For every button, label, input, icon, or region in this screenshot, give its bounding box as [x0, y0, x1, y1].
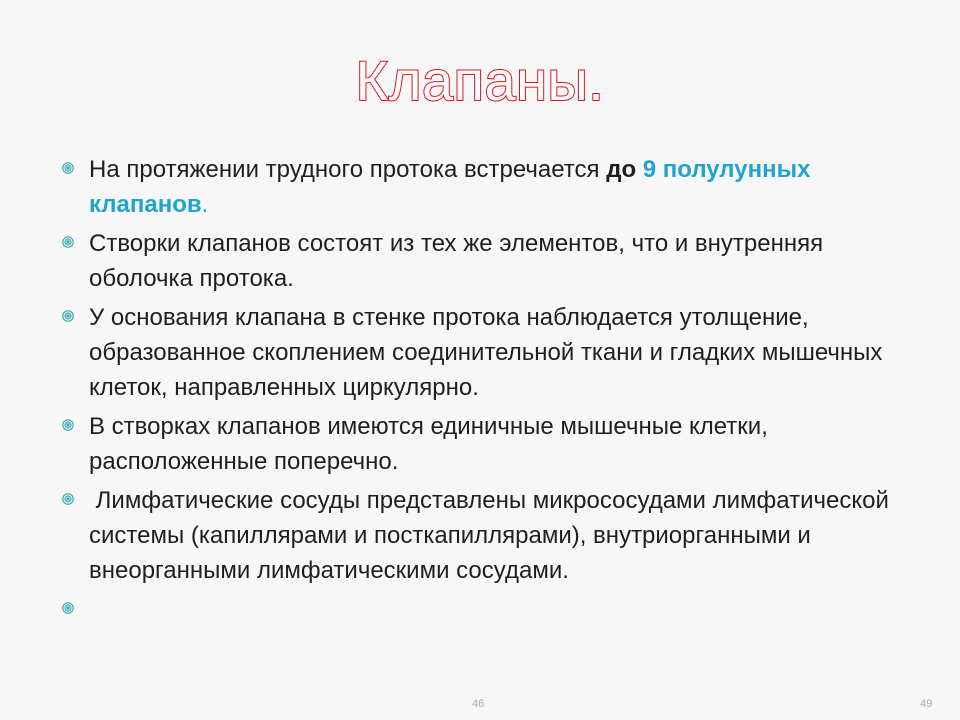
bullet-item [60, 409, 920, 479]
target-circle-icon [62, 162, 74, 174]
slide-title: Клапаны. [355, 49, 605, 112]
footer-page-number: 49 [920, 698, 933, 710]
bullet-text: Створки клапанов состоят из тех же элементов, что и внутренняя оболочка протока. [89, 230, 824, 292]
bullet-text: У основания клапана в стенке протока наблюдается утолщение, образованное скоплением соединительной ткани и гладких мышечных клеток, направленных циркулярно. [89, 304, 883, 401]
target-circle-icon [62, 419, 74, 431]
bullet-text: Лимфатические сосуды представлены микрососудами лимфатической системы (капиллярами и посткапиллярами), внутриорганными и внеорганными лимфатическими сосудами. [89, 487, 896, 584]
bullet-item [60, 226, 920, 296]
target-circle-icon [62, 236, 74, 248]
target-circle-icon [62, 493, 74, 505]
bullet-item-empty [60, 592, 920, 627]
bullet-text-part: На протяжении трудного протока встречается [89, 156, 607, 183]
bullet-item [60, 483, 920, 588]
bullet-list [60, 152, 920, 631]
bullet-item [60, 300, 920, 405]
bullet-item [60, 152, 920, 222]
bullet-text-bold: до [606, 156, 643, 183]
target-circle-icon [62, 310, 74, 322]
target-circle-icon [62, 602, 74, 614]
bullet-text: В створках клапанов имеются единичные мышечные клетки, расположенные поперечно. [89, 413, 768, 475]
bullet-text-accent: 9 полулунных клапанов [89, 156, 811, 218]
footer-slide-number: 46 [472, 698, 485, 710]
bullet-text-period: . [201, 191, 209, 218]
bullet-text [89, 156, 810, 218]
